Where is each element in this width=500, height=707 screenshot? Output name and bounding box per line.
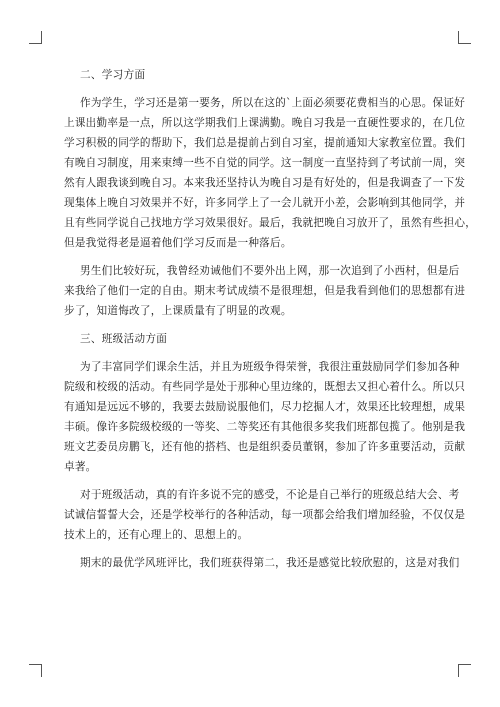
crop-mark-bottom-right [458,664,471,677]
para-activities-2 [64,485,466,545]
paragraph-line: 院级和校级的活动。有些同学是处于那种心里边缘的，既想去又担心着什么。所以只 [64,381,466,393]
para-study-1 [64,93,477,253]
para-study-2 [64,261,466,321]
paragraph-line: 丰硕。像许多院级校级的一等奖、二等奖还有其他很多奖我们班都包揽了。他别是我 [64,421,466,433]
paragraph-line: 上课出勤率是一点，所以这学期我们上课满勤。晚自习我是一直硬性要求的，在几位 [64,117,466,129]
paragraph-line: 现集体上晚自习效果并不好，许多同学上了一会儿就开小差，会影响到其他同学，并 [64,197,466,209]
paragraph-line: 为了丰富同学们课余生活，并且为班级争得荣誉，我很注重鼓励同学们参加各种 [80,361,460,373]
paragraph-line: 期末的最优学风班评比，我们班获得第二，我还是感觉比较欣慰的，这是对我们 [80,557,460,569]
para-activities-3 [64,553,460,573]
paragraph-line: 步了，知道悔改了，上课质量有了明显的改观。 [64,305,292,317]
paragraph-line: 有通知是远远不够的，我要去鼓励说服他们，尽力挖掘人才，效果还比较理想，成果 [64,401,466,413]
paragraph-line: 对于班级活动，真的有许多说不完的感受，不论是自己举行的班级总结大会、考 [80,489,460,501]
paragraph-line: 有晚自习制度，用来束缚一些不自觉的同学。这一制度一直坚持到了考试前一周，突 [64,157,466,169]
paragraph-line: 作为学生，学习还是第一要务，所以在这的`上面必须要花费相当的心思。保证好 [80,97,466,109]
paragraph-line: 卓著。 [64,461,97,473]
paragraph-line: 然有人跟我谈到晚自习。本来我还坚持认为晚自习是有好处的，但是我调查了一下发 [64,177,466,189]
para-activities-1 [64,357,466,477]
paragraph-line: 男生们比较好玩，我曾经劝诫他们不要外出上网，那一次追到了小西村，但是后 [80,265,460,277]
crop-mark-bottom-left [29,664,42,677]
paragraph-line: 班文艺委员房鹏飞，还有他的搭档、也是组织委员董钢，参加了许多重要活动，贡献 [64,441,466,453]
heading-study: 二、学习方面 [80,69,146,81]
paragraph-line: 来我给了他们一定的自由。期末考试成绩不是很理想，但是我看到他们的思想都有进 [64,285,466,297]
crop-mark-top-left [29,31,42,44]
paragraph-line: 学习积极的同学的帮助下，我们总是提前占到自习室，提前通知大家教室位置。我们 [64,137,466,149]
paragraph-line: 试诚信誓誓大会，还是学校举行的各种活动，每一项都会给我们增加经验，不仅仅是 [64,509,466,521]
paragraph-line: 但是我觉得老是逼着他们学习反而是一种落后。 [64,237,292,249]
crop-mark-top-right [458,31,471,44]
paragraph-line: 且有些同学说自己找地方学习效果很好。最后，我就把晚自习放开了，虽然有些担心， [64,217,477,229]
document-body [64,65,477,581]
heading-activities: 三、班级活动方面 [80,333,168,345]
paragraph-line: 技术上的，还有心理上的、思想上的。 [64,529,249,541]
